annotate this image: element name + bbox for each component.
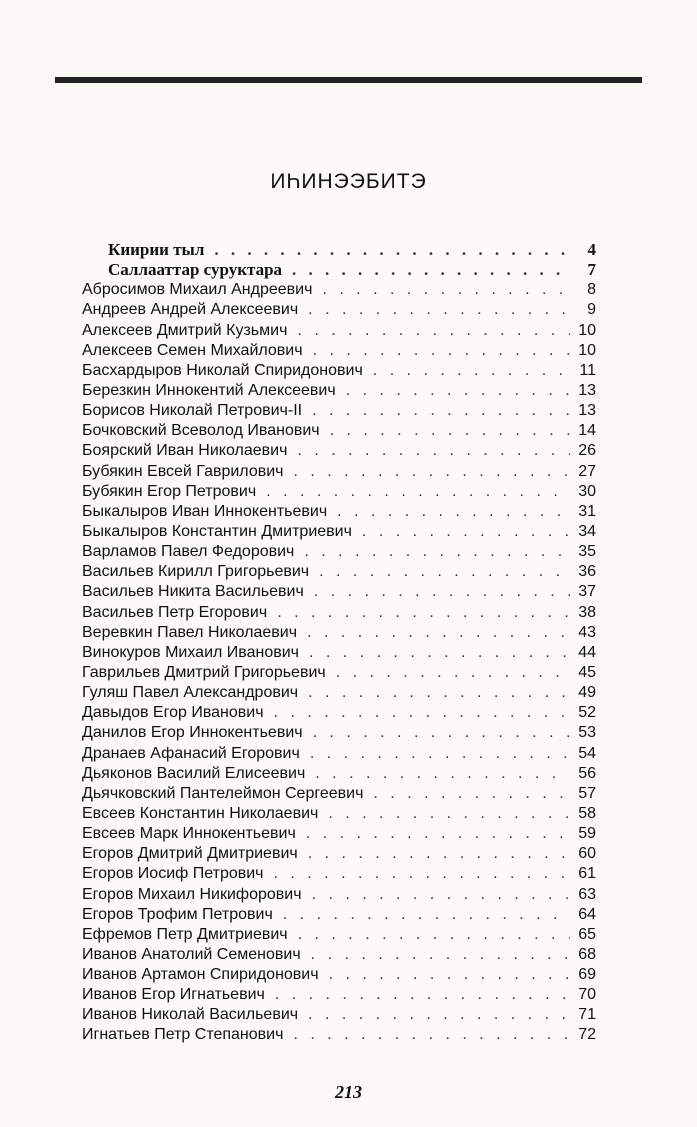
dot-leader: [322, 280, 570, 300]
entry-page: 68: [578, 945, 596, 963]
entry-name: Данилов Егор Иннокентьевич: [82, 724, 303, 742]
entry-name: Васильев Кирилл Григорьевич: [82, 563, 310, 581]
entry-page: 10: [578, 321, 596, 339]
toc-entry: [82, 300, 596, 320]
toc-entry: [82, 260, 596, 280]
entry-name: Андреев Андрей Алексеевич: [82, 301, 299, 319]
dot-leader: [275, 985, 570, 1005]
dot-leader: [266, 482, 570, 502]
entry-page: 35: [578, 543, 596, 561]
dot-leader: [214, 240, 570, 260]
entry-page: 27: [578, 462, 596, 480]
toc-entry: [82, 502, 596, 522]
dot-leader: [315, 764, 570, 784]
dot-leader: [313, 723, 570, 743]
entry-page: 58: [578, 804, 596, 822]
entry-name: Борисов Николай Петрович-II: [82, 402, 303, 420]
entry-page: 14: [578, 422, 596, 440]
dot-leader: [297, 441, 570, 461]
toc-entry: [82, 623, 596, 643]
entry-page: 11: [579, 361, 596, 379]
entry-name: Бубякин Евсей Гаврилович: [82, 462, 284, 480]
header-rule: [55, 77, 642, 83]
dot-leader: [308, 844, 570, 864]
dot-leader: [308, 1005, 570, 1025]
entry-page: 10: [578, 341, 596, 359]
entry-name: Васильев Никита Васильевич: [82, 583, 304, 601]
entry-name: Гаврильев Дмитрий Григорьевич: [82, 663, 326, 681]
entry-page: 60: [578, 845, 596, 863]
entry-name: Березкин Иннокентий Алексеевич: [82, 381, 336, 399]
entry-name: Дьяконов Василий Елисеевич: [82, 764, 306, 782]
toc-entry: [82, 603, 596, 623]
dot-leader: [297, 321, 570, 341]
entry-name: Боярский Иван Николаевич: [82, 442, 288, 460]
dot-leader: [309, 643, 570, 663]
entry-name: Евсеев Константин Николаевич: [82, 804, 319, 822]
entry-name: Абросимов Михаил Андреевич: [82, 281, 313, 299]
toc-entry: [82, 925, 596, 945]
entry-page: 53: [578, 724, 596, 742]
entry-name: Басхардыров Николай Спиридонович: [82, 361, 363, 379]
toc-entry: [82, 321, 596, 341]
toc-entry: [82, 683, 596, 703]
dot-leader: [330, 421, 570, 441]
entry-name: Егоров Михаил Никифорович: [82, 885, 302, 903]
toc-entry: [82, 885, 596, 905]
entry-page: 9: [587, 301, 596, 319]
entry-name: Быкалыров Константин Дмитриевич: [82, 522, 352, 540]
toc-entry: [82, 905, 596, 925]
entry-page: 4: [587, 240, 596, 259]
dot-leader: [312, 885, 570, 905]
entry-page: 34: [578, 522, 596, 540]
toc-entry: [82, 965, 596, 985]
entry-page: 30: [578, 482, 596, 500]
entry-page: 54: [578, 744, 596, 762]
dot-leader: [314, 582, 570, 602]
toc-entry: [82, 824, 596, 844]
dot-leader: [373, 784, 570, 804]
entry-page: 26: [578, 442, 596, 460]
entry-name: Бочковский Всеволод Иванович: [82, 422, 320, 440]
entry-page: 8: [587, 281, 596, 299]
toc-entry: [82, 582, 596, 602]
entry-name: Киирии тыл: [108, 240, 205, 259]
toc-entry: [82, 784, 596, 804]
entry-page: 59: [578, 825, 596, 843]
dot-leader: [313, 341, 570, 361]
toc-entry: [82, 1025, 596, 1045]
entry-page: 31: [578, 502, 596, 520]
toc-entry: [82, 562, 596, 582]
entry-page: 13: [578, 381, 596, 399]
entry-page: 49: [578, 684, 596, 702]
entry-page: 64: [578, 905, 596, 923]
entry-page: 70: [578, 986, 596, 1004]
entry-name: Дранаев Афанасий Егорович: [82, 744, 300, 762]
toc-entry: [82, 703, 596, 723]
entry-name: Игнатьев Петр Степанович: [82, 1026, 284, 1044]
toc-entry: [82, 864, 596, 884]
toc-entry: [82, 643, 596, 663]
toc-entry: [82, 462, 596, 482]
toc-entry: [82, 844, 596, 864]
dot-leader: [329, 965, 570, 985]
dot-leader: [274, 864, 570, 884]
dot-leader: [293, 462, 570, 482]
toc-entry: [82, 764, 596, 784]
toc-entry: [82, 341, 596, 361]
dot-leader: [277, 603, 570, 623]
dot-leader: [304, 542, 570, 562]
entry-name: Саллааттар суруктара: [108, 260, 283, 280]
page-number: 213: [335, 1082, 362, 1102]
entry-name: Винокуров Михаил Иванович: [82, 643, 300, 661]
dot-leader: [311, 945, 570, 965]
entry-page: 71: [578, 1006, 596, 1024]
dot-leader: [310, 744, 570, 764]
entry-name: Иванов Николай Васильевич: [82, 1006, 299, 1024]
toc-entry: [82, 401, 596, 421]
toc-entry: [82, 482, 596, 502]
entry-name: Алексеев Семен Михайлович: [82, 341, 303, 359]
toc-entry: [82, 985, 596, 1005]
toc-entry: [82, 280, 596, 300]
table-of-contents: [82, 240, 596, 1046]
dot-leader: [293, 1025, 570, 1045]
entry-name: Егоров Иосиф Петрович: [82, 865, 264, 883]
toc-entry: [82, 744, 596, 764]
entry-page: 36: [578, 563, 596, 581]
entry-page: 63: [578, 885, 596, 903]
entry-page: 13: [578, 402, 596, 420]
toc-entry: [82, 361, 596, 381]
entry-page: 56: [578, 764, 596, 782]
dot-leader: [308, 300, 570, 320]
dot-leader: [308, 683, 570, 703]
entry-name: Бубякин Егор Петрович: [82, 482, 257, 500]
toc-entry: [82, 381, 596, 401]
entry-name: Иванов Анатолий Семенович: [82, 945, 301, 963]
dot-leader: [292, 260, 570, 280]
entry-page: 52: [578, 704, 596, 722]
entry-name: Дьячковский Пантелеймон Сергеевич: [82, 784, 364, 802]
entry-name: Гуляш Павел Александрович: [82, 684, 299, 702]
dot-leader: [373, 361, 570, 381]
toc-entry: [82, 522, 596, 542]
dot-leader: [346, 381, 570, 401]
entry-page: 57: [578, 784, 596, 802]
entry-name: Быкалыров Иван Иннокентьевич: [82, 502, 328, 520]
dot-leader: [274, 703, 570, 723]
dot-leader: [306, 824, 570, 844]
dot-leader: [328, 804, 570, 824]
toc-entry: [82, 441, 596, 461]
toc-entry: [82, 542, 596, 562]
dot-leader: [298, 925, 570, 945]
entry-name: Иванов Артамон Спиридонович: [82, 966, 319, 984]
entry-page: 72: [578, 1026, 596, 1044]
toc-entry: [82, 663, 596, 683]
dot-leader: [312, 401, 570, 421]
entry-page: 61: [578, 865, 596, 883]
entry-page: 43: [578, 623, 596, 641]
toc-entry: [82, 723, 596, 743]
entry-page: 44: [578, 643, 596, 661]
dot-leader: [283, 905, 570, 925]
entry-page: 7: [587, 260, 596, 280]
dot-leader: [336, 663, 570, 683]
dot-leader: [307, 623, 570, 643]
toc-entry: [82, 804, 596, 824]
entry-name: Иванов Егор Игнатьевич: [82, 986, 265, 1004]
entry-page: 65: [578, 925, 596, 943]
entry-page: 45: [578, 663, 596, 681]
toc-entry: [82, 1005, 596, 1025]
entry-name: Евсеев Марк Иннокентьевич: [82, 825, 296, 843]
dot-leader: [337, 502, 570, 522]
toc-entry: [82, 421, 596, 441]
entry-name: Веревкин Павел Николаевич: [82, 623, 298, 641]
entry-name: Ефремов Петр Дмитриевич: [82, 925, 288, 943]
entry-page: 69: [578, 966, 596, 984]
dot-leader: [362, 522, 570, 542]
entry-page: 37: [578, 583, 596, 601]
entry-page: 38: [578, 603, 596, 621]
entry-name: Егоров Дмитрий Дмитриевич: [82, 845, 298, 863]
toc-entry: [82, 945, 596, 965]
entry-name: Егоров Трофим Петрович: [82, 905, 273, 923]
entry-name: Варламов Павел Федорович: [82, 543, 295, 561]
dot-leader: [319, 562, 570, 582]
entry-name: Васильев Петр Егорович: [82, 603, 268, 621]
toc-entry: [82, 240, 596, 260]
entry-name: Давыдов Егор Иванович: [82, 704, 264, 722]
entry-name: Алексеев Дмитрий Кузьмич: [82, 321, 288, 339]
page-title: ИҺИНЭЭБИТЭ: [270, 170, 427, 193]
